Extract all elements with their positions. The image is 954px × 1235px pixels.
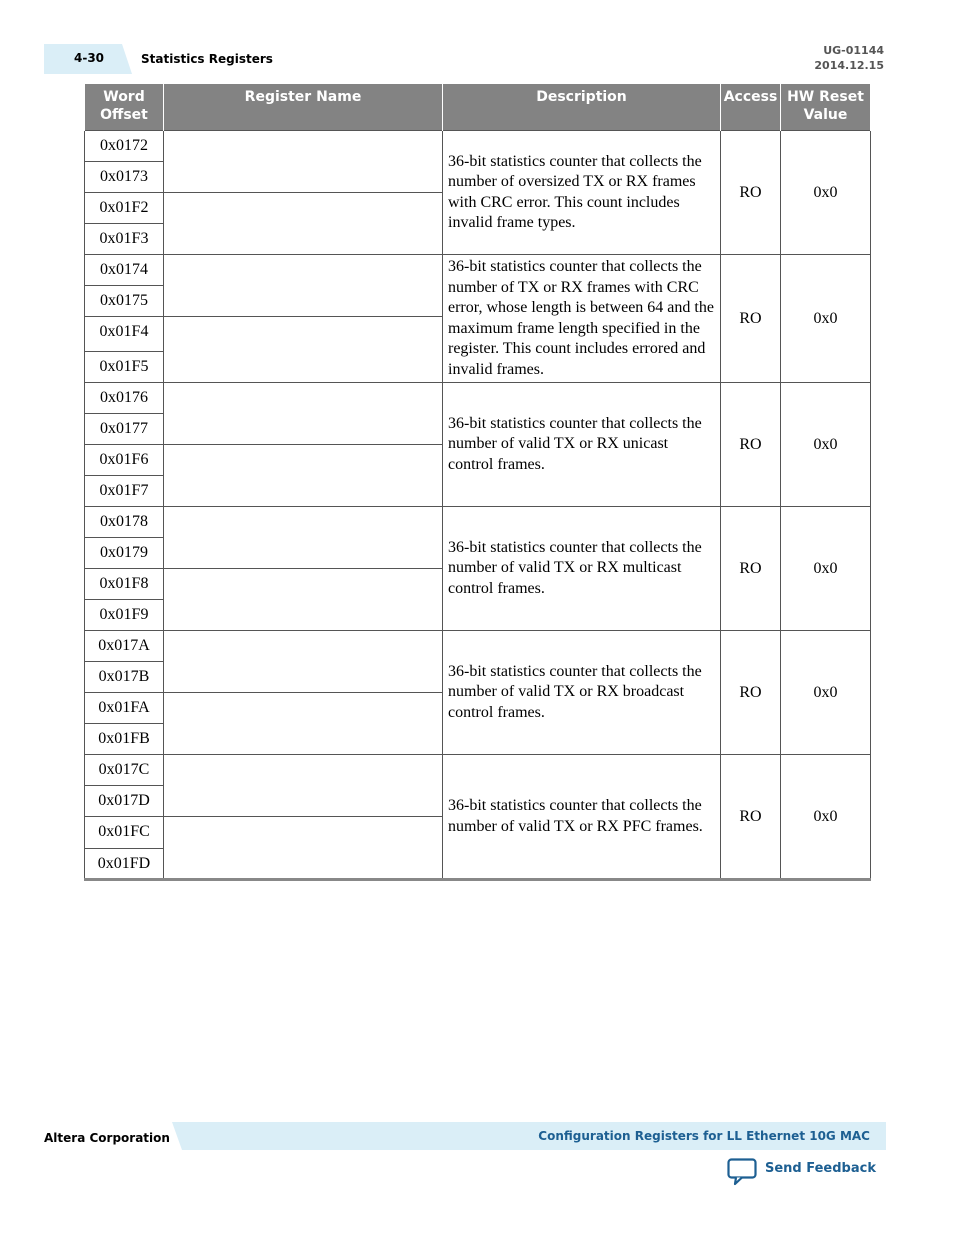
table-row [85,507,871,538]
word-offset-cell: 0x017D [85,786,164,817]
access-cell: RO [721,631,781,755]
register-name-cell [164,383,443,445]
word-offset-cell: 0x017B [85,662,164,693]
description-cell: 36-bit statistics counter that collects the number of TX or RX frames with CRC error, whose length is between 64 and the maximum frame length specified in the register. This count includes errored and invalid frames. [443,255,721,383]
register-name-cell [164,131,443,193]
col-header-access: Access [721,84,781,131]
table-body [85,131,871,880]
doc-meta [814,43,884,73]
word-offset-cell: 0x01F5 [85,352,164,383]
doc-id: UG-01144 [823,44,884,57]
register-name-cell [164,569,443,631]
table-row [85,131,871,162]
table-row [85,383,871,414]
word-offset-cell: 0x01FA [85,693,164,724]
col-header-word-offset: Word Offset [85,84,164,131]
doc-date: 2014.12.15 [814,59,884,72]
hw-reset-cell: 0x0 [781,507,871,631]
access-cell: RO [721,755,781,880]
table-header-row [85,84,871,131]
register-name-cell [164,817,443,880]
register-name-cell [164,317,443,383]
word-offset-cell: 0x0172 [85,131,164,162]
col-header-description: Description [443,84,721,131]
hw-reset-cell: 0x0 [781,383,871,507]
section-title: Statistics Registers [141,52,273,66]
word-offset-cell: 0x0173 [85,162,164,193]
table-row [85,755,871,786]
access-cell: RO [721,383,781,507]
register-name-cell [164,631,443,693]
word-offset-cell: 0x017C [85,755,164,786]
table-row [85,631,871,662]
word-offset-cell: 0x0177 [85,414,164,445]
word-offset-cell: 0x01F6 [85,445,164,476]
speech-bubble-icon [727,1158,757,1186]
hw-reset-cell: 0x0 [781,255,871,383]
word-offset-cell: 0x01F3 [85,224,164,255]
word-offset-cell: 0x01F2 [85,193,164,224]
word-offset-cell: 0x01F4 [85,317,164,352]
access-cell: RO [721,131,781,255]
word-offset-cell: 0x01F7 [85,476,164,507]
word-offset-cell: 0x01F8 [85,569,164,600]
register-name-cell [164,693,443,755]
access-cell: RO [721,507,781,631]
col-header-register-name: Register Name [164,84,443,131]
footer-doc-title[interactable]: Configuration Registers for LL Ethernet 10G MAC [538,1129,870,1143]
send-feedback-link[interactable] [727,1158,876,1188]
hw-reset-cell: 0x0 [781,755,871,880]
register-name-cell [164,193,443,255]
hw-reset-cell: 0x0 [781,631,871,755]
word-offset-cell: 0x0179 [85,538,164,569]
register-name-cell [164,755,443,817]
description-cell: 36-bit statistics counter that collects the number of valid TX or RX PFC frames. [443,755,721,880]
footer-company: Altera Corporation [44,1131,170,1145]
page-number: 4-30 [74,51,105,65]
word-offset-cell: 0x01F9 [85,600,164,631]
word-offset-cell: 0x0176 [85,383,164,414]
table-row [85,255,871,286]
hw-reset-cell: 0x0 [781,131,871,255]
register-name-cell [164,445,443,507]
register-name-cell [164,507,443,569]
word-offset-cell: 0x0178 [85,507,164,538]
word-offset-cell: 0x01FC [85,817,164,849]
word-offset-cell: 0x01FB [85,724,164,755]
send-feedback-label: Send Feedback [765,1161,876,1176]
word-offset-cell: 0x017A [85,631,164,662]
register-table [84,84,871,881]
description-cell: 36-bit statistics counter that collects the number of oversized TX or RX frames with CRC error. This count includes invalid frame types. [443,131,721,255]
word-offset-cell: 0x0174 [85,255,164,286]
description-cell: 36-bit statistics counter that collects the number of valid TX or RX multicast control frames. [443,507,721,631]
word-offset-cell: 0x01FD [85,848,164,880]
access-cell: RO [721,255,781,383]
description-cell: 36-bit statistics counter that collects the number of valid TX or RX broadcast control frames. [443,631,721,755]
register-name-cell [164,255,443,317]
col-header-hw-reset: HW Reset Value [781,84,871,131]
description-cell: 36-bit statistics counter that collects the number of valid TX or RX unicast control frames. [443,383,721,507]
word-offset-cell: 0x0175 [85,286,164,317]
